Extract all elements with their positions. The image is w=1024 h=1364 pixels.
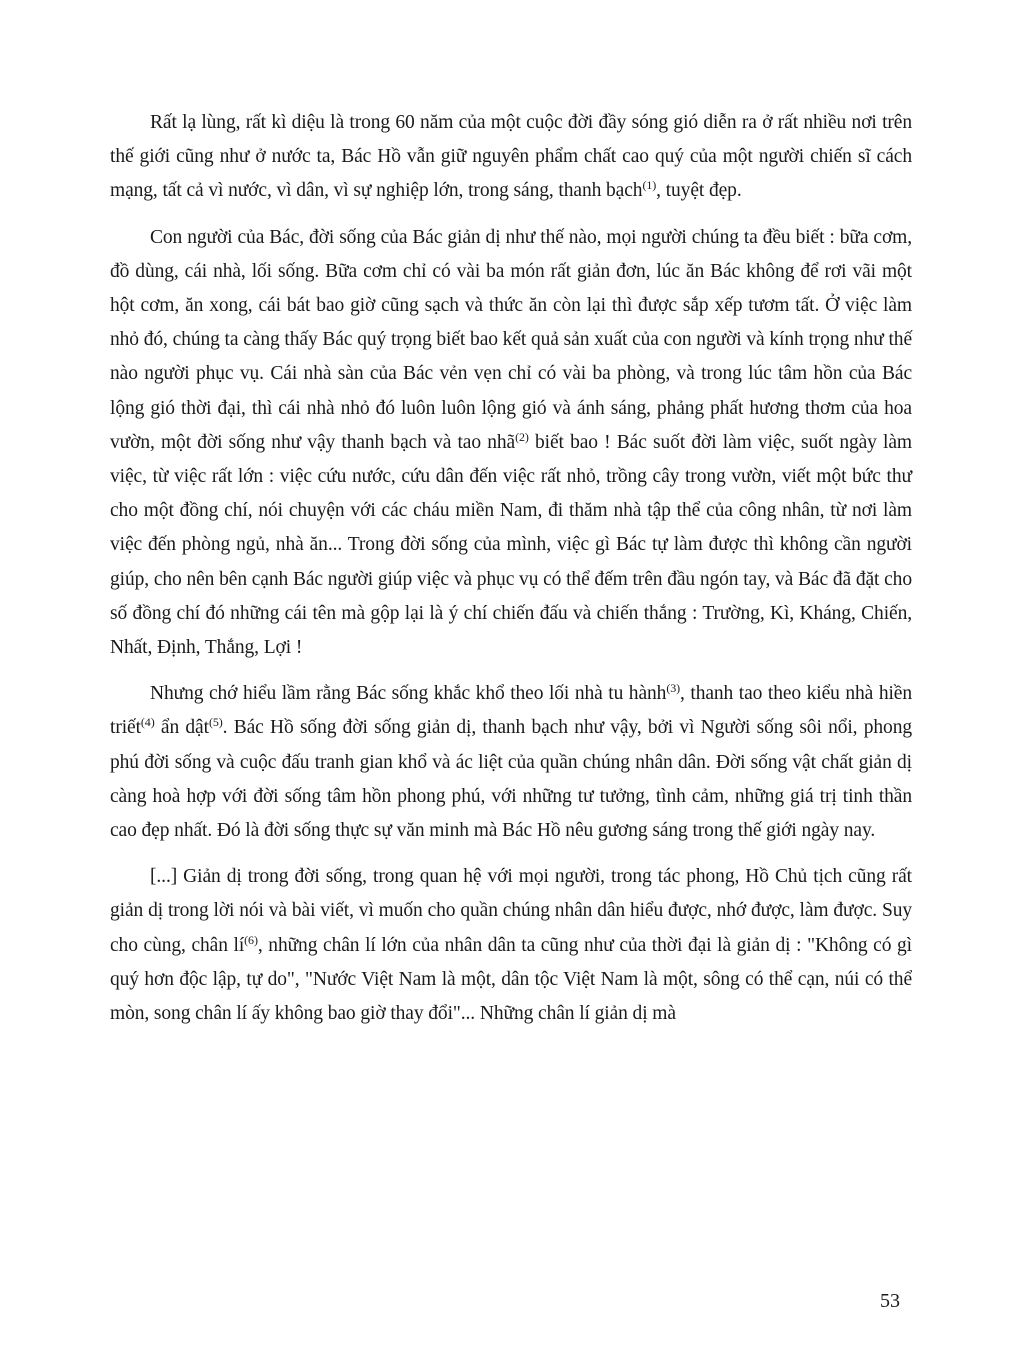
footnote-marker: (3) (666, 681, 681, 696)
text-run: Nhưng chớ hiểu lầm rằng Bác sống khắc khổ theo lối nhà tu hành (150, 683, 667, 705)
footnote-marker: (4) (140, 715, 155, 730)
paragraph (110, 106, 912, 209)
footnote-marker: (6) (244, 932, 258, 947)
footnote-marker: (5) (208, 715, 223, 730)
text-run: Rất lạ lùng, rất kì diệu là trong 60 năm của một cuộc đời đầy sóng gió diễn ra ở rất nhiều nơi trên thế giới cũng như ở nước ta, Bác Hồ vẫn giữ nguyên phẩm chất cao quý của một người chiến sĩ cách mạng, tất cả vì nước, vì dân, vì sự nghiệp lớn, trong sáng, thanh bạch (110, 112, 912, 202)
paragraph (110, 677, 912, 848)
text-run: Con người của Bác, đời sống của Bác giản dị như thế nào, mọi người chúng ta đều biết : bữa cơm, đồ dùng, cái nhà, lối sống. Bữa cơm chỉ có vài ba món rất giản đơn, lúc ăn Bác không để rơi vãi một hột cơm, ăn xong, cái bát bao giờ cũng sạch và thức ăn còn lại thì được sắp xếp tươm tất. Ở việc làm nhỏ đó, chúng ta càng thấy Bác quý trọng biết bao kết quả sản xuất của con người và kính trọng như thế nào người phục vụ. Cái nhà sàn của Bác vẻn vẹn chỉ có vài ba phòng, và trong lúc tâm hồn của Bác lộng gió thời đại, thì cái nhà nhỏ đó luôn luôn lộng gió và ánh sáng, phảng phất hương thơm của hoa vườn, một đời sống như vậy thanh bạch và tao nhã (110, 226, 912, 453)
page-body (110, 106, 912, 1043)
paragraph (110, 860, 912, 1031)
text-run: [...] Giản dị trong đời sống, trong quan hệ với mọi người, trong tác phong, Hồ Chủ tịch cũng rất giản dị trong lời nói và bài viết, vì muốn cho quần chúng nhân dân hiểu được, nhớ được, làm được. Suy cho cùng, chân lí (110, 866, 912, 956)
text-run: , tuyệt đẹp. (656, 180, 742, 202)
page-number: 53 (880, 1290, 900, 1312)
text-run: ẩn dật (154, 717, 209, 739)
text-run: , thanh tao theo kiểu nhà hiền triết (110, 683, 912, 739)
text-run: . Bác Hồ sống đời sống giản dị, thanh bạch như vậy, bởi vì Người sống sôi nổi, phong phú đời sống và cuộc đấu tranh gian khổ và ác liệt của quần chúng nhân dân. Đời sống vật chất giản dị càng hoà hợp với đời sống tâm hồn phong phú, với những tư tưởng, tình cảm, những giá trị tinh thần cao đẹp nhất. Đó là đời sống thực sự văn minh mà Bác Hồ nêu gương sáng trong thế giới ngày nay. (110, 717, 913, 842)
paragraph (110, 221, 912, 666)
footnote-marker: (1) (642, 178, 657, 193)
text-run: biết bao ! Bác suốt đời làm việc, suốt ngày làm việc, từ việc rất lớn : việc cứu nước, cứu dân đến việc rất nhỏ, trồng cây trong vườn, viết một bức thư cho một đồng chí, nói chuyện với các cháu miền Nam, đi thăm nhà tập thể của công nhân, từ nơi làm việc đến phòng ngủ, nhà ăn... Trong đời sống của mình, việc gì Bác tự làm được thì không cần người giúp, cho nên bên cạnh Bác người giúp việc và phục vụ có thể đếm trên đầu ngón tay, và Bác đã đặt cho số đồng chí đó những cái tên mà gộp lại là ý chí chiến đấu và chiến thắng : Trường, Kì, Kháng, Chiến, Nhất, Định, Thắng, Lợi ! (110, 431, 912, 659)
footnote-marker: (2) (515, 429, 529, 444)
text-run: , những chân lí lớn của nhân dân ta cũng như của thời đại là giản dị : "Không có gì quý hơn độc lập, tự do", "Nước Việt Nam là một, dân tộc Việt Nam là một, sông có thể cạn, núi có thể mòn, song chân lí ấy không bao giờ thay đổi"... Những chân lí giản dị mà (110, 934, 913, 1025)
